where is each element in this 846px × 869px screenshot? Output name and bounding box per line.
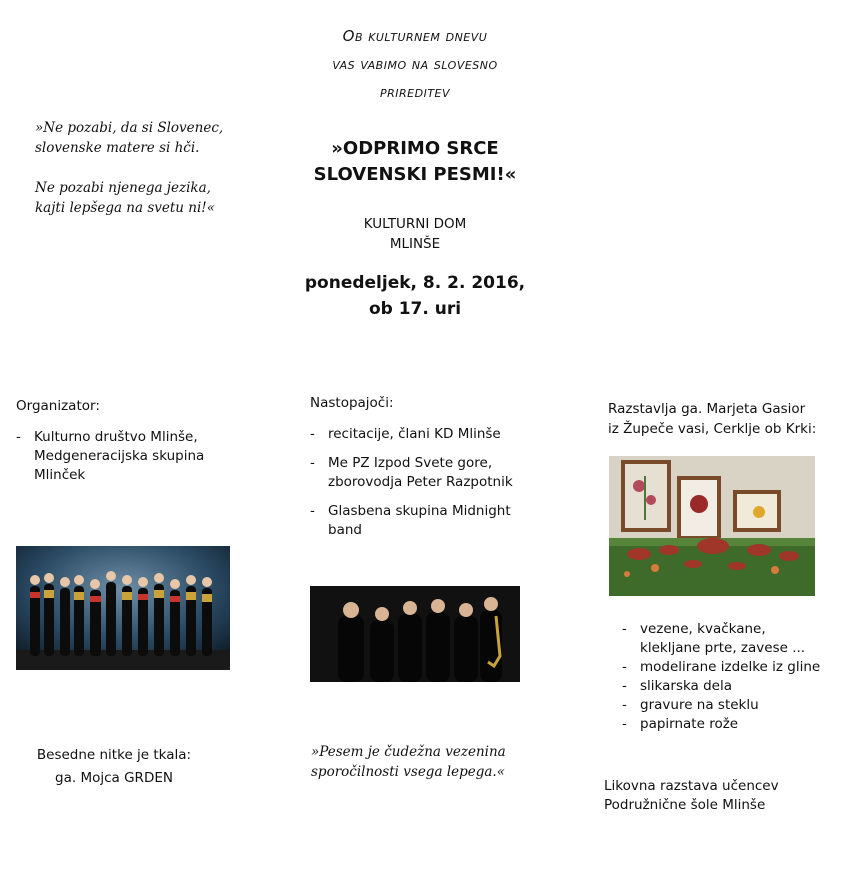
exhibit-item-1-line-2: klekljane prte, zavese ... <box>640 640 806 656</box>
organizer-line-3: Mlinček <box>34 467 86 483</box>
footer-line-1: Likovna razstava učencev <box>604 778 779 794</box>
performer-1-line-1: - recitacije, člani KD Mlinše <box>328 426 501 442</box>
performer-2-line-2: zborovodja Peter Razpotnik <box>328 474 513 490</box>
credit <box>16 744 212 790</box>
venue-line-2: MLINŠE <box>389 236 441 252</box>
performer-3-line-2: band <box>328 522 362 538</box>
performers-list <box>310 425 550 540</box>
exhibit-photo-image <box>609 456 815 596</box>
left-quote-line-1: »Ne pozabi, da si Slovenec, <box>35 120 224 136</box>
header-line-2: vas vabimo na slovesno <box>332 55 498 73</box>
exhibit-item-2: - modelirane izdelke iz gline <box>640 659 821 675</box>
footer-line-2: Podružnične šole Mlinše <box>604 797 766 813</box>
exhibit-line-1: Razstavlja ga. Marjeta Gasior <box>608 401 806 417</box>
credit-line-2: ga. Mojca GRDEN <box>55 770 173 786</box>
left-quote <box>35 118 275 218</box>
credit-line-1: Besedne nitke je tkala: <box>36 747 192 763</box>
performers-label: Nastopajoči: <box>310 395 394 411</box>
band-photo-image <box>310 586 520 682</box>
performer-3-line-1: - Glasbena skupina Midnight <box>328 503 511 519</box>
exhibit-item-4: - gravure na steklu <box>640 697 759 713</box>
bottom-quote-line-1: »Pesem je čudežna vezenina <box>311 744 506 760</box>
exhibit-list <box>622 620 837 734</box>
title-line-1: »ODPRIMO SRCE <box>331 138 499 159</box>
exhibit-item-1-line-1: - vezene, kvačkane, <box>640 621 766 637</box>
date-line-1: ponedeljek, 8. 2. 2016, <box>304 273 526 293</box>
exhibit-photo <box>609 456 815 596</box>
performer-2-line-1: - Me PZ Izpod Svete gore, <box>328 455 493 471</box>
organizer-list <box>16 428 266 485</box>
venue <box>290 214 540 254</box>
exhibit-item-3: - slikarska dela <box>640 678 733 694</box>
list-item <box>310 454 550 492</box>
performers-section <box>310 393 550 540</box>
exhibit-line-2: iz Župeče vasi, Cerklje ob Krki: <box>608 421 817 437</box>
left-quote-line-2: slovenske matere si hči. <box>35 140 200 156</box>
date-line-2: ob 17. uri <box>368 299 462 319</box>
footer-note <box>604 777 834 815</box>
list-item <box>622 677 837 696</box>
left-quote-line-4: kajti lepšega na svetu ni!« <box>35 200 215 216</box>
band-photo <box>310 586 520 682</box>
organizer-section <box>16 396 266 485</box>
list-item <box>622 658 837 677</box>
organizer-line-1: - Kulturno društvo Mlinše, <box>34 429 198 445</box>
choir-photo-image <box>16 546 230 670</box>
event-title <box>290 136 540 188</box>
list-item <box>622 715 837 734</box>
list-item <box>310 425 550 444</box>
invitation-header <box>290 22 540 106</box>
left-quote-line-3: Ne pozabi njenega jezika, <box>35 180 211 196</box>
exhibit-section <box>608 399 838 439</box>
header-line-1: Ob kulturnem dnevu <box>342 27 488 45</box>
event-date <box>290 270 540 322</box>
organizer-line-2: Medgeneracijska skupina <box>34 448 205 464</box>
bottom-quote <box>311 742 551 782</box>
venue-line-1: KULTURNI DOM <box>363 216 467 232</box>
organizer-label: Organizator: <box>16 398 100 414</box>
list-item <box>622 696 837 715</box>
title-line-2: SLOVENSKI PESMI!« <box>313 164 517 185</box>
list-item <box>622 620 837 658</box>
header-line-3: prireditev <box>379 83 451 101</box>
choir-photo <box>16 546 230 670</box>
list-item <box>310 502 550 540</box>
exhibit-item-5: - papirnate rože <box>640 716 739 732</box>
bottom-quote-line-2: sporočilnosti vsega lepega.« <box>311 764 505 780</box>
list-item <box>16 428 266 485</box>
